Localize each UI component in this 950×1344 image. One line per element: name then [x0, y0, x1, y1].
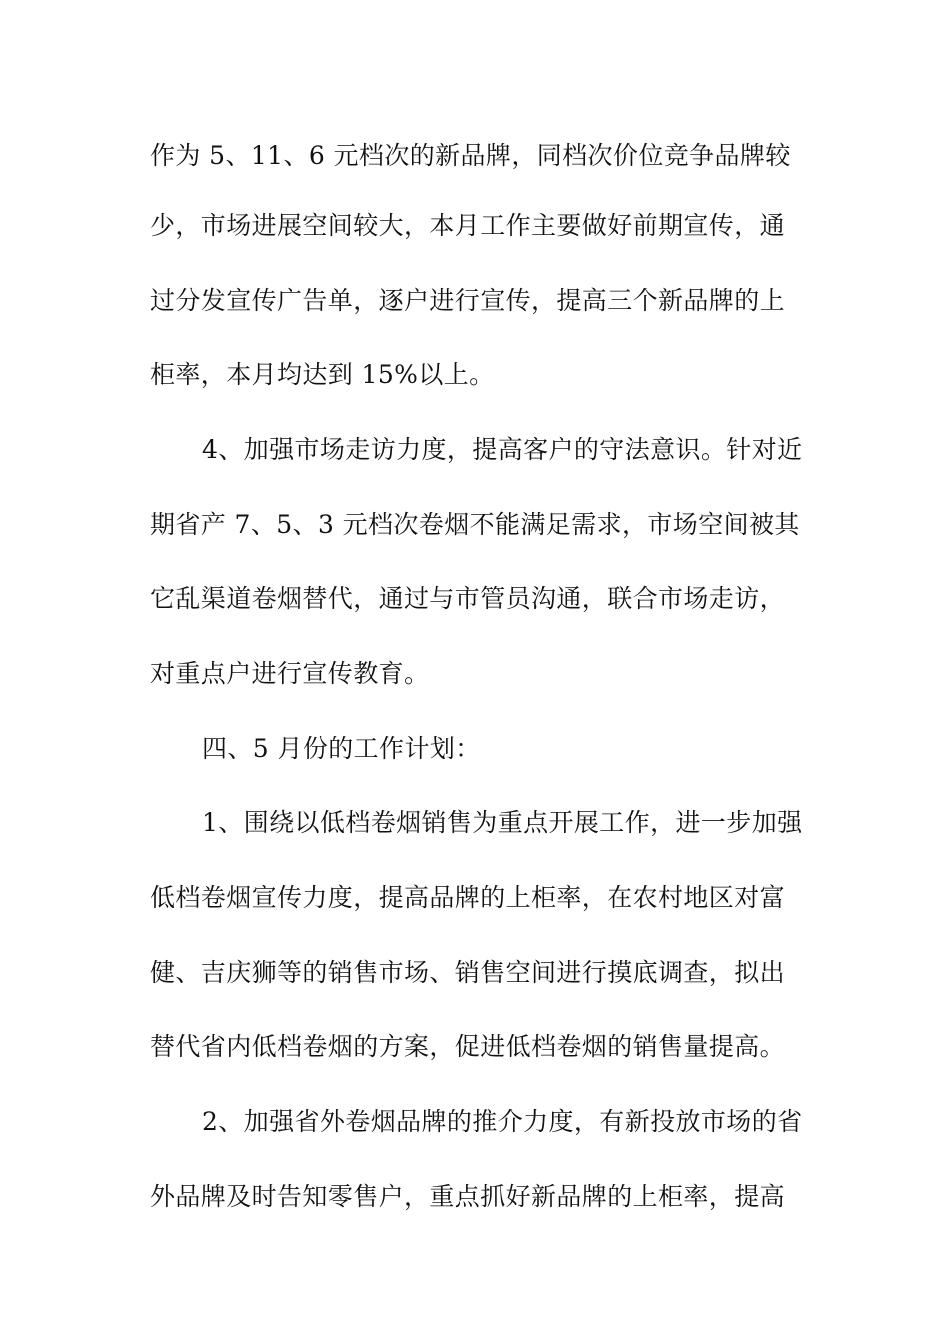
- paragraph-line: 4、加强市场走访力度，提高客户的守法意识。针对近: [202, 435, 803, 464]
- paragraph-line: 健、吉庆狮等的销售市场、销售空间进行摸底调查，拟出: [150, 958, 786, 987]
- paragraph-line: 期省产 7、5、3 元档次卷烟不能满足需求，市场空间被其: [150, 510, 800, 539]
- paragraph-line: 1、围绕以低档卷烟销售为重点开展工作，进一步加强: [202, 808, 803, 837]
- paragraph-line: 外品牌及时告知零售户，重点抓好新品牌的上柜率，提高: [150, 1182, 786, 1211]
- paragraph-line: 低档卷烟宣传力度，提高品牌的上柜率，在农村地区对富: [150, 883, 786, 912]
- section-heading: 四、5 月份的工作计划：: [202, 734, 481, 763]
- paragraph-line: 作为 5、11、6 元档次的新品牌，同档次价位竞争品牌较: [150, 141, 791, 170]
- paragraph-line: 柜率，本月均达到 15%以上。: [150, 360, 495, 389]
- paragraph-line: 对重点户进行宣传教育。: [150, 659, 430, 688]
- paragraph-line: 它乱渠道卷烟替代，通过与市管员沟通，联合市场走访，: [150, 584, 786, 613]
- paragraph-line: 替代省内低档卷烟的方案，促进低档卷烟的销售量提高。: [150, 1032, 786, 1061]
- paragraph-line: 少，市场进展空间较大，本月工作主要做好前期宣传，通: [150, 211, 786, 240]
- paragraph-line: 过分发宣传广告单，逐户进行宣传，提高三个新品牌的上: [150, 286, 786, 315]
- paragraph-line: 2、加强省外卷烟品牌的推介力度，有新投放市场的省: [202, 1107, 803, 1136]
